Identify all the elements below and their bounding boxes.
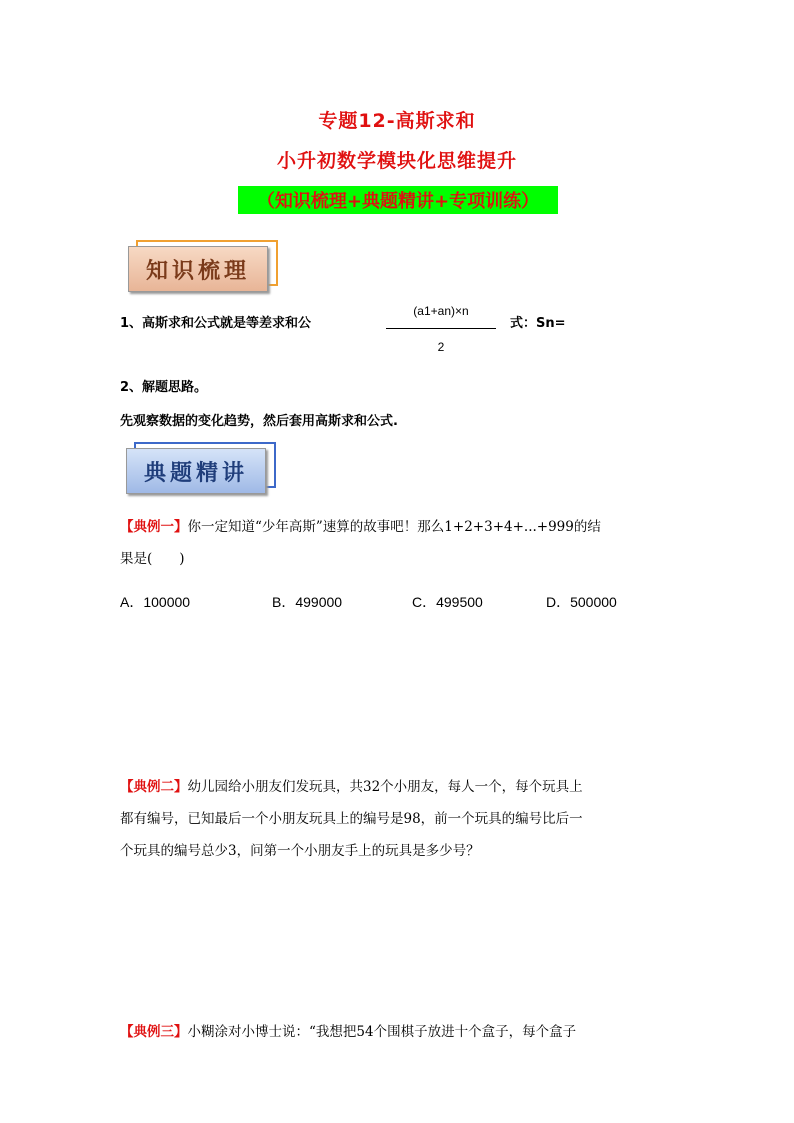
example1 [120,511,690,575]
point1-prefix: 1、高斯求和公式就是等差求和公 [120,316,312,331]
option-d: D．500000 [546,594,617,610]
option-b: B．499000 [272,594,343,610]
example2 [120,771,690,867]
tagline-box [238,186,558,214]
example2-line1 [120,771,690,803]
example2-line2: 都有编号，已知最后一个小朋友玩具上的编号是98，前一个玩具的编号比后一 [120,811,583,827]
banner-label: 典题精讲 [126,448,266,494]
option-c: C．499500 [412,594,483,610]
tagline-text: （知识梳理+典题精讲+专项训练） [256,191,540,212]
section-banner-knowledge [128,246,268,292]
example1-tag: 【典例一】 [120,519,188,535]
example1-line1 [120,511,690,543]
example3 [120,1016,690,1048]
example2-tag: 【典例二】 [120,779,188,795]
example3-text: 小糊涂对小博士说：“我想把54个围棋子放进十个盒子，每个盒子 [187,1024,577,1040]
banner-label: 知识梳理 [128,246,268,292]
example3-line1 [120,1016,690,1048]
example1-line2: 果是( ) [120,551,185,567]
example1-text: 你一定知道“少年高斯”速算的故事吧！那么1+2+3+4+...+999的结 [187,519,601,535]
page-title: 专题12-高斯求和 [318,110,476,132]
example3-tag: 【典例三】 [120,1024,188,1040]
point2-text: 先观察数据的变化趋势，然后套用高斯求和公式. [120,414,398,429]
formula-numerator: (a1+an)×n [413,304,469,318]
formula-denominator: 2 [437,340,445,354]
point2-title: 2、解题思路。 [120,380,208,395]
point1-suffix: 式：Sn= [510,316,566,331]
example2-text: 幼儿园给小朋友们发玩具，共32个小朋友，每人一个，每个玩具上 [187,779,583,795]
page-subtitle: 小升初数学模块化思维提升 [276,150,517,172]
example2-line3: 个玩具的编号总少3，问第一个小朋友手上的玩具是多少号？ [120,843,480,859]
section-banner-examples [126,448,266,494]
option-a: A．100000 [120,594,191,610]
formula-fraction-line [386,328,496,329]
